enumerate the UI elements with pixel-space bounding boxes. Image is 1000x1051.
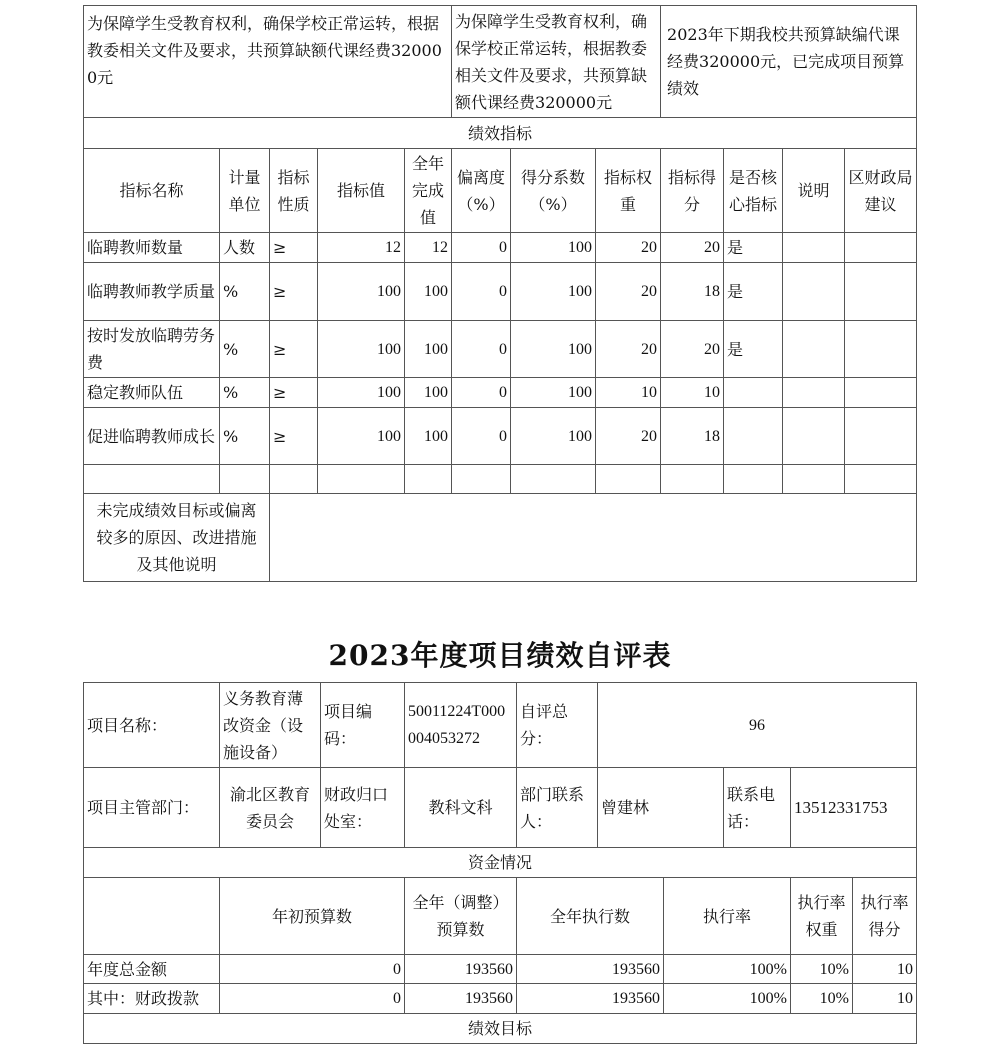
header-note: 说明: [783, 149, 845, 233]
reason-row: [84, 494, 917, 582]
indicator-actual: 100: [405, 378, 452, 408]
fund-executed: 193560: [517, 955, 664, 984]
fund-score: 10: [853, 955, 917, 984]
indicator-suggestion: [845, 321, 917, 378]
fund-weight: 10%: [791, 984, 853, 1014]
indicator-name: 按时发放临聘劳务费: [84, 321, 220, 378]
indicator-coefficient: 100: [511, 378, 596, 408]
header-rate-score: 执行率得分: [853, 878, 917, 955]
header-nature: 指标性质: [270, 149, 318, 233]
indicator-coefficient: 100: [511, 263, 596, 321]
table-row: [84, 263, 917, 321]
indicator-suggestion: [845, 263, 917, 321]
reason-label: 未完成绩效目标或偏离较多的原因、改进措施及其他说明: [84, 494, 270, 582]
department-value: 渝北区教育委员会: [220, 768, 321, 848]
fund-row-label: 其中：财政拨款: [84, 984, 220, 1014]
fund-score: 10: [853, 984, 917, 1014]
indicator-note: [783, 321, 845, 378]
indicator-score: 10: [661, 378, 724, 408]
indicator-deviation: 0: [452, 233, 511, 263]
indicator-suggestion: [845, 408, 917, 465]
goal-description-1: 为保障学生受教育权利，确保学校正常运转，根据教委相关文件及要求，共预算缺额代课经费320000元: [84, 6, 452, 118]
header-initial-budget: 年初预算数: [220, 878, 405, 955]
indicator-score: 20: [661, 321, 724, 378]
indicator-nature: ≥: [270, 263, 318, 321]
fund-rate: 100%: [664, 984, 791, 1014]
indicator-nature: ≥: [270, 378, 318, 408]
finance-office-label: 财政归口处室：: [321, 768, 405, 848]
indicator-score: 18: [661, 408, 724, 465]
fund-adjusted: 193560: [405, 984, 517, 1014]
project-code-label: 项目编码：: [321, 683, 405, 768]
self-score-label: 自评总分：: [517, 683, 598, 768]
indicator-note: [783, 233, 845, 263]
indicator-name: 临聘教师数量: [84, 233, 220, 263]
indicator-actual: 100: [405, 263, 452, 321]
indicator-note: [783, 408, 845, 465]
indicator-coefficient: 100: [511, 321, 596, 378]
phone-label: 联系电话：: [724, 768, 791, 848]
table-row: [84, 233, 917, 263]
section-fund-status: 资金情况: [84, 848, 917, 878]
indicator-deviation: 0: [452, 408, 511, 465]
indicator-score: 20: [661, 233, 724, 263]
indicator-target: 100: [318, 408, 405, 465]
header-execution-rate: 执行率: [664, 878, 791, 955]
indicator-actual: 100: [405, 321, 452, 378]
description-row: [84, 6, 917, 118]
header-suggestion: 区财政局建议: [845, 149, 917, 233]
indicator-core: 是: [724, 233, 783, 263]
phone-value: 13512331753: [791, 768, 917, 848]
indicator-core: 是: [724, 263, 783, 321]
indicator-target: 100: [318, 263, 405, 321]
indicator-unit: %: [220, 378, 270, 408]
indicator-suggestion: [845, 233, 917, 263]
header-indicator-name: 指标名称: [84, 149, 220, 233]
indicator-weight: 20: [596, 408, 661, 465]
fund-executed: 193560: [517, 984, 664, 1014]
indicator-nature: ≥: [270, 408, 318, 465]
reason-content: [270, 494, 917, 582]
indicator-target: 100: [318, 321, 405, 378]
header-executed: 全年执行数: [517, 878, 664, 955]
indicator-core: [724, 378, 783, 408]
header-weight: 指标权重: [596, 149, 661, 233]
performance-indicator-table: [83, 5, 917, 582]
self-score-value: 96: [598, 683, 917, 768]
indicator-actual: 12: [405, 233, 452, 263]
indicator-unit: %: [220, 408, 270, 465]
header-core: 是否核心指标: [724, 149, 783, 233]
indicator-weight: 20: [596, 233, 661, 263]
indicator-note: [783, 378, 845, 408]
indicator-target: 100: [318, 378, 405, 408]
fund-initial: 0: [220, 984, 405, 1014]
header-coefficient: 得分系数（%）: [511, 149, 596, 233]
indicator-name: 稳定教师队伍: [84, 378, 220, 408]
table-row: [84, 378, 917, 408]
project-name-label: 项目名称：: [84, 683, 220, 768]
indicator-unit: 人数: [220, 233, 270, 263]
fund-header-blank: [84, 878, 220, 955]
indicator-nature: ≥: [270, 321, 318, 378]
section-performance-goals: 绩效目标: [84, 1014, 917, 1044]
indicator-header-row: [84, 149, 917, 233]
indicator-core: 是: [724, 321, 783, 378]
fund-adjusted: 193560: [405, 955, 517, 984]
department-label: 项目主管部门：: [84, 768, 220, 848]
department-row: [84, 768, 917, 848]
header-rate-weight: 执行率权重: [791, 878, 853, 955]
indicator-score: 18: [661, 263, 724, 321]
indicator-unit: %: [220, 263, 270, 321]
finance-office-value: 教科文科: [405, 768, 517, 848]
project-code-value: 50011224T000004053272: [405, 683, 517, 768]
header-deviation: 偏离度（%）: [452, 149, 511, 233]
table-row: [84, 321, 917, 378]
fund-initial: 0: [220, 955, 405, 984]
indicator-name: 临聘教师教学质量: [84, 263, 220, 321]
indicator-coefficient: 100: [511, 408, 596, 465]
indicator-weight: 10: [596, 378, 661, 408]
indicator-weight: 20: [596, 263, 661, 321]
fund-weight: 10%: [791, 955, 853, 984]
goal-description-2: 为保障学生受教育权利，确保学校正常运转，根据教委相关文件及要求，共预算缺额代课经费320000元: [452, 6, 661, 118]
contact-label: 部门联系人：: [517, 768, 598, 848]
header-target: 指标值: [318, 149, 405, 233]
indicator-suggestion: [845, 378, 917, 408]
indicator-actual: 100: [405, 408, 452, 465]
header-score: 指标得分: [661, 149, 724, 233]
indicator-unit: %: [220, 321, 270, 378]
page-title: 2023年度项目绩效自评表: [328, 639, 672, 672]
header-actual: 全年完成值: [405, 149, 452, 233]
indicator-name: 促进临聘教师成长: [84, 408, 220, 465]
indicator-core: [724, 408, 783, 465]
table-row: [84, 955, 917, 984]
project-info-row: [84, 683, 917, 768]
table-row-empty: [84, 465, 917, 494]
table-row: [84, 408, 917, 465]
fund-rate: 100%: [664, 955, 791, 984]
indicator-note: [783, 263, 845, 321]
section-performance-indicators: 绩效指标: [84, 118, 917, 149]
indicator-target: 12: [318, 233, 405, 263]
indicator-deviation: 0: [452, 321, 511, 378]
table-row: [84, 984, 917, 1014]
fund-row-label: 年度总金额: [84, 955, 220, 984]
fund-header-row: [84, 878, 917, 955]
header-unit: 计量单位: [220, 149, 270, 233]
contact-value: 曾建林: [598, 768, 724, 848]
indicator-deviation: 0: [452, 378, 511, 408]
header-adjusted-budget: 全年（调整）预算数: [405, 878, 517, 955]
indicator-weight: 20: [596, 321, 661, 378]
completion-description: 2023年下期我校共预算缺编代课经费320000元，已完成项目预算绩效: [661, 6, 917, 118]
project-name-value: 义务教育薄改资金（设施设备）: [220, 683, 321, 768]
indicator-nature: ≥: [270, 233, 318, 263]
self-evaluation-table: [83, 682, 917, 1044]
indicator-deviation: 0: [452, 263, 511, 321]
indicator-coefficient: 100: [511, 233, 596, 263]
